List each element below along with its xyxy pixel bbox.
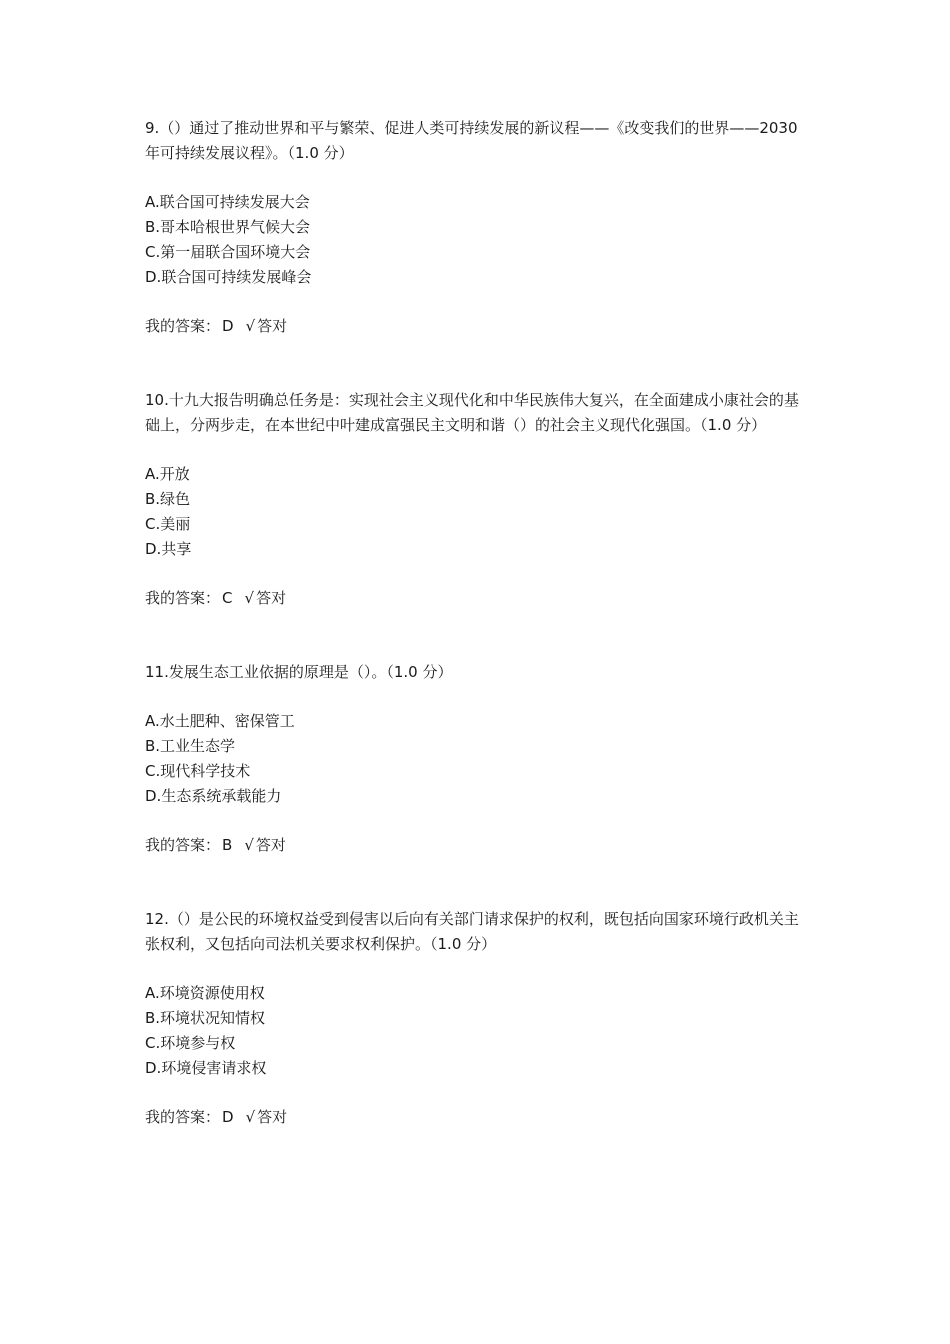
option-list (145, 190, 813, 290)
option-c: C.环境参与权 (145, 1034, 236, 1052)
answer-value: C (222, 589, 233, 607)
answer-line (145, 1105, 813, 1130)
answer-label: 我的答案： (145, 317, 221, 335)
option-a: A.联合国可持续发展大会 (145, 193, 310, 211)
option-b: B.环境状况知情权 (145, 1009, 266, 1027)
answer-result: 答对 (256, 589, 287, 607)
document-page (145, 116, 813, 1130)
answer-value: B (222, 836, 233, 854)
question-title: 10.十九大报告明确总任务是：实现社会主义现代化和中华民族伟大复兴，在全面建成小康社会的基础上，分两步走，在本世纪中叶建成富强民主文明和谐（）的社会主义现代化强国。（1.0 分） (145, 391, 799, 434)
answer-value: D (222, 317, 234, 335)
answer-value: D (222, 1108, 234, 1126)
option-b: B.哥本哈根世界气候大会 (145, 218, 311, 236)
option-d: D.生态系统承载能力 (145, 787, 282, 805)
option-d: D.联合国可持续发展峰会 (145, 268, 312, 286)
check-icon: √ (244, 589, 255, 607)
check-icon: √ (245, 1108, 256, 1126)
option-a: A.开放 (145, 465, 190, 483)
answer-line (145, 833, 813, 858)
question-title: 12.（）是公民的环境权益受到侵害以后向有关部门请求保护的权利，既包括向国家环境行政机关主张权利，又包括向司法机关要求权利保护。（1.0 分） (145, 910, 799, 953)
question-title: 9.（）通过了推动世界和平与繁荣、促进人类可持续发展的新议程——《改变我们的世界——2030 年可持续发展议程》。（1.0 分） (145, 119, 798, 162)
option-list (145, 709, 813, 809)
answer-line (145, 586, 813, 611)
option-d: D.共享 (145, 540, 192, 558)
option-list (145, 981, 813, 1081)
question-12 (145, 907, 813, 1130)
answer-label: 我的答案： (145, 1108, 221, 1126)
question-title: 11.发展生态工业依据的原理是（）。（1.0 分） (145, 663, 453, 681)
answer-result: 答对 (255, 836, 286, 854)
option-b: B.绿色 (145, 490, 191, 508)
option-c: C.第一届联合国环境大会 (145, 243, 311, 261)
answer-result: 答对 (257, 1108, 288, 1126)
answer-label: 我的答案： (145, 836, 221, 854)
option-a: A.水土肥种、密保管工 (145, 712, 295, 730)
option-c: C.美丽 (145, 515, 191, 533)
option-a: A.环境资源使用权 (145, 984, 265, 1002)
option-b: B.工业生态学 (145, 737, 236, 755)
question-9 (145, 116, 813, 339)
answer-label: 我的答案： (145, 589, 221, 607)
answer-result: 答对 (257, 317, 288, 335)
option-c: C.现代科学技术 (145, 762, 251, 780)
option-list (145, 462, 813, 562)
check-icon: √ (244, 836, 254, 854)
question-11 (145, 660, 813, 858)
answer-line (145, 314, 813, 339)
option-d: D.环境侵害请求权 (145, 1059, 267, 1077)
check-icon: √ (245, 317, 256, 335)
question-10 (145, 388, 813, 611)
